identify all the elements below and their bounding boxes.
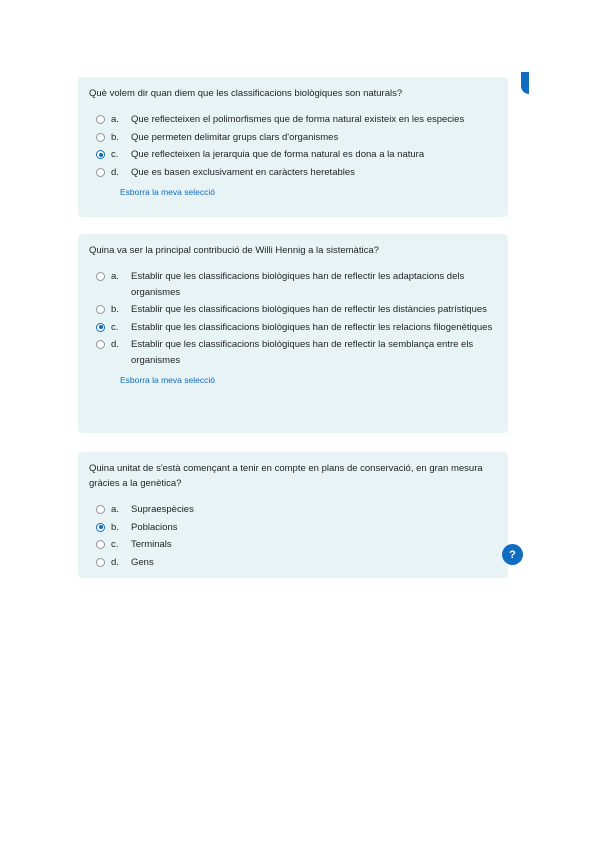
answer-option-a[interactable]	[89, 112, 498, 128]
answer-text: Gens	[131, 556, 154, 568]
answer-letter: a.	[111, 504, 119, 515]
answer-list	[89, 269, 498, 368]
answer-letter: b.	[111, 131, 119, 143]
question-circle-icon: ?	[509, 548, 516, 561]
answer-letter: c.	[111, 149, 119, 160]
answer-text: Establir que les classificacions biològiques han de reflectir les relacions filogenètiques	[131, 321, 493, 333]
radio-icon[interactable]	[96, 540, 105, 549]
answer-list	[89, 502, 498, 570]
question-text: Quina unitat de s'està començant a tenir en compte en plans de conservació, en gran mesura gràcies a la genètica?	[89, 463, 483, 489]
answer-option-a[interactable]	[89, 269, 498, 300]
clear-selection-link[interactable]: Esborra la meva selecció	[120, 187, 215, 197]
radio-checked-icon[interactable]	[96, 323, 105, 332]
radio-icon[interactable]	[96, 272, 105, 281]
answer-option-c[interactable]	[89, 320, 498, 336]
answer-letter: a.	[111, 114, 119, 125]
answer-text: Que reflecteixen la jerarquia que de forma natural es dona a la natura	[131, 149, 425, 160]
radio-icon[interactable]	[96, 115, 105, 124]
answer-text: Terminals	[131, 539, 172, 550]
question-text: Què volem dir quan diem que les classificacions biològiques son naturals?	[89, 88, 403, 99]
answer-text: Que permeten delimitar grups clars d'organismes	[131, 131, 339, 143]
radio-icon[interactable]	[96, 168, 105, 177]
answer-letter: d.	[111, 166, 119, 178]
question-card-2	[78, 234, 508, 433]
question-card-1	[78, 77, 508, 217]
answer-letter: a.	[111, 271, 119, 282]
help-button[interactable]	[502, 544, 523, 565]
radio-icon[interactable]	[96, 340, 105, 349]
answer-option-d[interactable]	[89, 555, 498, 571]
answer-letter: b.	[111, 521, 119, 533]
answer-option-d[interactable]	[89, 337, 498, 368]
answer-option-b[interactable]	[89, 130, 498, 146]
radio-icon[interactable]	[96, 558, 105, 567]
answer-letter: b.	[111, 304, 119, 315]
radio-checked-icon[interactable]	[96, 523, 105, 532]
answer-text: Establir que les classificacions biològiques han de reflectir les distàncies patrístiques	[131, 304, 487, 315]
answer-text: Establir que les classificacions biològiques han de reflectir les adaptacions dels organismes	[131, 271, 465, 298]
answer-option-b[interactable]	[89, 302, 498, 318]
question-text: Quina va ser la principal contribució de Willi Hennig a la sistemàtica?	[89, 245, 379, 256]
drawer-toggle-tab[interactable]	[521, 72, 529, 94]
answer-option-b[interactable]	[89, 520, 498, 536]
answer-text: Que reflecteixen el polimorfismes que de forma natural existeix en les especies	[131, 114, 465, 125]
answer-option-d[interactable]	[89, 165, 498, 181]
answer-text: Supraespècies	[131, 504, 194, 515]
answer-option-c[interactable]	[89, 147, 498, 163]
answer-option-a[interactable]	[89, 502, 498, 518]
radio-icon[interactable]	[96, 133, 105, 142]
clear-selection-link[interactable]: Esborra la meva selecció	[120, 375, 215, 385]
radio-icon[interactable]	[96, 305, 105, 314]
answer-letter: c.	[111, 539, 119, 550]
question-card-3	[78, 452, 508, 578]
answer-text: Poblacions	[131, 521, 178, 533]
answer-letter: c.	[111, 321, 119, 333]
radio-checked-icon[interactable]	[96, 150, 105, 159]
answer-text: Establir que les classificacions biològiques han de reflectir la semblança entre els organismes	[131, 339, 474, 366]
answer-list	[89, 112, 498, 180]
radio-icon[interactable]	[96, 505, 105, 514]
answer-letter: d.	[111, 339, 119, 350]
answer-text: Que es basen exclusivament en caràcters heretables	[131, 166, 355, 178]
answer-option-c[interactable]	[89, 537, 498, 553]
answer-letter: d.	[111, 556, 119, 568]
